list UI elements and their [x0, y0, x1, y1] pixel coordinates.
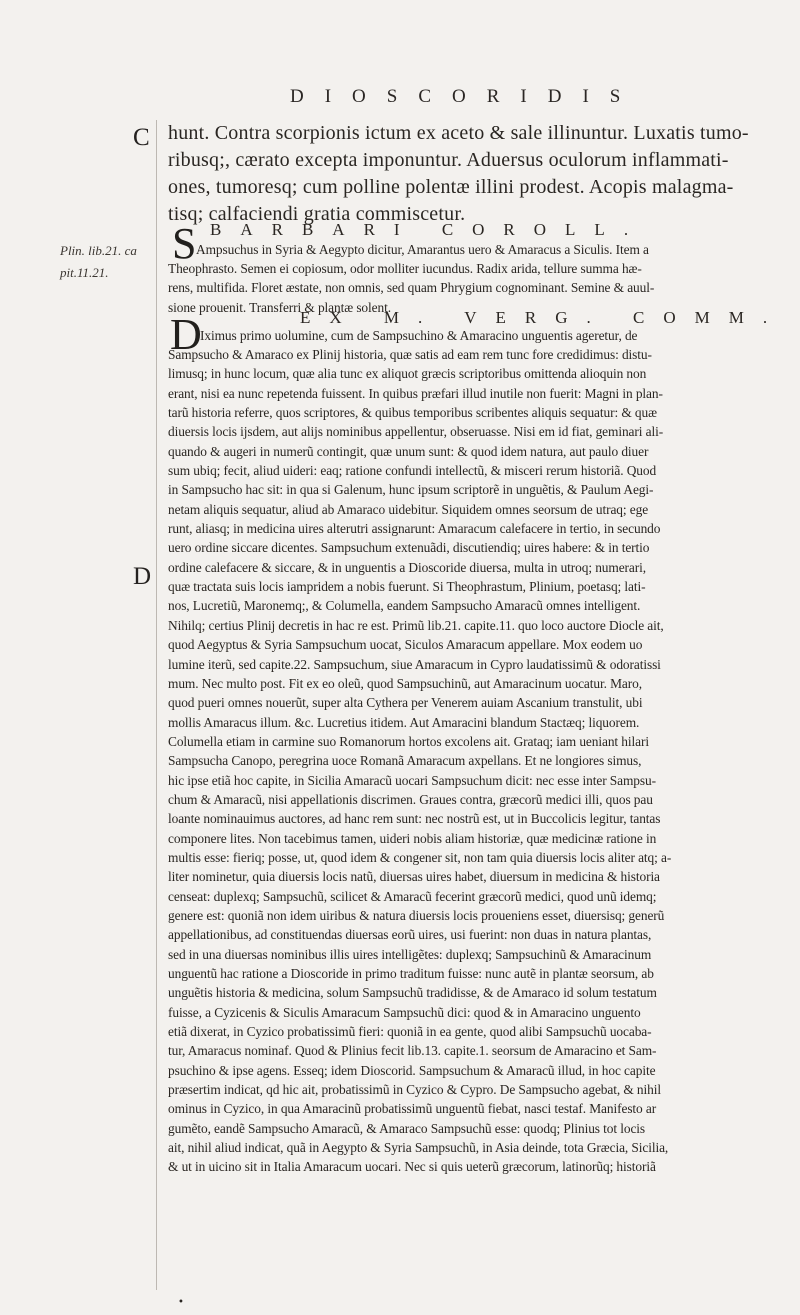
text-line: Sampsucho & Amaraco ex Plinij historia, quæ satis ad eam rem tunc fore credidimus: distu- — [168, 347, 652, 362]
text-line: tisq; calfaciendi gratia commiscetur. — [168, 203, 466, 225]
text-line: quod pueri omnes nouerũt, super alta Cythera per Venerem auiam Ascanium transtulit, ubi — [168, 695, 643, 711]
text-line: uero ordine siccare dicentes. Sampsuchum extenuãdi, discutiendiq; uires habere: & in tertio — [168, 540, 650, 556]
text-line: quod Aegyptus & Syria Sampsuchum uocat, Siculos Amaracum appellare. Mox eodem uo — [168, 637, 643, 653]
text-line: runt, aliasq; in medicina uires alterutri assignarunt: Amaracum calefacere in tertio, in secundo — [168, 521, 661, 537]
text-line: erant, nisi ea nunc repetenda fuissent. In quibus præfari illud inutile non fuerit: Magni in plan- — [168, 385, 663, 401]
text-line: mum. Nec multo post. Fit ex eo oleũ, quod Sampsuchinũ, aut Amaracinum uocatur. Maro, — [168, 675, 642, 691]
text-line: appellationibus, ad constituendas diuersas eorũ uires, usi fuerint: non duas in natura plantas, — [168, 927, 652, 943]
running-title: DIOSCORIDIS — [290, 86, 642, 107]
verg-text-cont — [168, 345, 793, 1177]
text-line: quando & augeri in numerũ contingit, quæ unum sunt: & quod idem natura, aut paulo diuer — [168, 443, 649, 459]
section-heading: EX M. VERG. COMM. — [300, 308, 787, 327]
text-line: Nihilq; certius Plinij decretis in hac re est. Primũ lib.21. capite.11. quo loco auctore Diocle ait, — [168, 617, 664, 633]
text-line: sed in una diuersas nominibus illis uires intelligẽtes: duplexq; Sampsuchinũ & Amaracinum — [168, 946, 652, 962]
text-line: ominus in Cyzico, in qua Amaracinũ probatissimũ unguentũ fiebat, nasci testaf. Manifesto ar — [168, 1101, 657, 1117]
section-marker-d: D — [133, 563, 152, 590]
top-section — [168, 120, 793, 228]
text-line: sione prouenit. Transferri & plantæ solent. — [168, 299, 391, 315]
text-line: rens, multifida. Floret æstate, non omnis, sed quam Phrygium cognominant. Semine & auul- — [168, 280, 655, 296]
text-line: quæ tractata suis locis iampridem a nobis fuerunt. Si Theophrastum, Plinium, poetasq; lati- — [168, 579, 646, 595]
text-line: limusq; in hunc locum, quæ alia tunc ex aliquot græcis scriptoribus omittenda alioquin non — [168, 366, 647, 382]
text-line: Ampsuchus in Syria & Aegypto dicitur, Amarantus uero & Amaracus a Siculis. Item a — [196, 242, 649, 257]
text-line: ordine calefacere & siccare, & in unguentis a Dioscoride diuersa, multa in utroq; numerari, — [168, 559, 646, 575]
text-line: censeat: duplexq; Sampsuchũ, scilicet & Amaracũ fecerint græcorũ medici, quod unũ idemq; — [168, 888, 657, 904]
text-line: Columella etiam in carmine suo Romanorum hortos excolens ait. Grataq; iam ueniant hilari — [168, 733, 649, 749]
text-line: multis esse: fieriq; posse, ut, quod idem & congener sit, non tam quia diuersis locis aliter atq; a- — [168, 849, 672, 865]
section-marker-c: C — [133, 124, 150, 151]
margin-note — [60, 240, 160, 284]
text-line: ones, tumoresq; cum polline polentæ illini prodest. Acopis malagma- — [168, 176, 734, 198]
text-line: gumẽto, eandẽ Sampsucho Amaracũ, & Amaraco Sampsuchũ esse: quodq; Plinius tot locis — [168, 1120, 646, 1136]
text-line: ribusq;, cærato excepta imponuntur. Aduersus oculorum inflammati- — [168, 149, 729, 171]
text-line: unguẽtis historia & medicina, solum Sampsuchũ tradidisse, & de Amaraco id solum testatum — [168, 985, 657, 1001]
text-line: etiã dixerat, in Cyzico probatissimũ fieri: quoniã in ea gente, quod alibi Sampsuchũ uocaba- — [168, 1024, 652, 1040]
text-line: in Sampsucho hac sit: in qua si Galenum, hunc ipsum scriptorẽ in unguẽtis, & Paulum Aegi- — [168, 482, 654, 498]
text-line: Sampsucha Canopo, peregrina uoce Romanã Amaracum axpellans. Et ne longiores simus, — [168, 753, 642, 769]
text-line: netam aliquis sequatur, aliud ab Amaraco uidebitur. Siquidem omnes seorsum de utraq; ege — [168, 501, 649, 517]
text-line: hic ipse etiã hoc capite, in Sicilia Amaracũ uocari Sampsuchum dicit: nec esse inter Sampsu- — [168, 772, 656, 788]
verg-text — [200, 326, 793, 345]
text-line: hunt. Contra scorpionis ictum ex aceto & sale illinuntur. Luxatis tumo- — [168, 122, 749, 144]
margin-note-line: pit.11.21. — [60, 265, 109, 280]
text-line: sum ubiq; fecit, aliud uideri: eaq; ratione confundi intellectũ, & misceri rerum historiã. Quod — [168, 463, 657, 479]
text-line: genere est: quoniã non idem uiribus & natura diuersis locis proueniens esset, diuersisq; generũ — [168, 907, 665, 923]
text-line: chum & Amaracũ, nisi appellationis discrimen. Graues contra, græcorũ medici illi, quos pau — [168, 791, 653, 807]
text-line: diuersis locis ijsdem, aut alijs nominibus appellentur, obseruasse. Nisi em id fiat, geminari ali- — [168, 424, 664, 440]
text-line: unguentũ hac ratione a Dioscoride in primo traditum fuisse: nunc autẽ in plantæ seorsum, ab — [168, 966, 654, 981]
text-line: nos, Lucretiũ, Maronemq;, & Columella, eandem Sampsucho Amaracũ omnes intelligent. — [168, 598, 641, 614]
text-line: liter nominetur, quia diuersis locis natũ, diuersas uires habet, diuersum in medicina & historia — [168, 869, 660, 885]
text-line: fuisse, a Cyzicenis & Siculis Amaracum Sampsuchũ dici: quod & in Amaracino unguento — [168, 1004, 641, 1020]
text-line: lumine iterũ, sed capite.22. Sampsuchum, siue Amaracum in Cypro laudatissimũ & odoratissi — [168, 656, 661, 672]
text-line: loante nominauimus auctores, ad hanc rem sunt: nec nostrũ est, ut in Buccolicis legitur, tantas — [168, 811, 661, 827]
text-line: præsertim indicat, qd hic ait, probatissimũ in Cyzico & Cypro. De Sampsucho agebat, & nihil — [168, 1082, 661, 1098]
barbari-text — [196, 240, 793, 259]
text-line: tarũ historia referre, quos scriptores, & quibus temporibus scribentes aliquis sequatur: & quæ — [168, 405, 657, 421]
section-heading: BARBARI COROLL. — [210, 220, 648, 239]
text-line: Theophrasto. Semen ei copiosum, odor molliter iucundus. Radix arida, tellure summa hæ- — [168, 261, 642, 276]
margin-note-line: Plin. lib.21. ca — [60, 243, 137, 258]
line-bullet: • — [178, 1297, 184, 1308]
barbari-section — [198, 220, 793, 239]
drop-cap-s: S — [172, 219, 197, 268]
text-line: mollis Amaracus illum. &c. Lucretius itidem. Aut Amaracini blandum Stactæq; liquorem. — [168, 714, 640, 730]
text-line: & ut in uicino sit in Italia Amaracum uocari. Nec si quis ueterũ græcorum, latinorũq; historiã — [168, 1159, 656, 1175]
text-line: Iximus primo uolumine, cum de Sampsuchino & Amaracino unguentis ageretur, de — [200, 328, 638, 343]
drop-cap-d: D — [170, 310, 202, 359]
text-line: tur, Amaracus nominaf. Quod & Plinius fecit lib.13. capite.1. seorsum de Amaracino et Sam- — [168, 1043, 657, 1059]
text-line: psuchino & ipse agens. Esseq; idem Dioscorid. Sampsuchum & Amaracũ illud, in hoc capite — [168, 1062, 656, 1078]
verg-heading-block — [300, 308, 793, 327]
page-crease — [156, 120, 157, 1290]
text-line: componere lites. Non tacebimus tamen, uideri nobis aliam historiæ, quæ medicinæ ratione in — [168, 830, 657, 846]
text-line: ait, nihil aliud indicat, quã in Aegypto & Syria Sampsuchũ, in Asia deinde, tota Græcia, Sicilia, — [168, 1140, 669, 1156]
